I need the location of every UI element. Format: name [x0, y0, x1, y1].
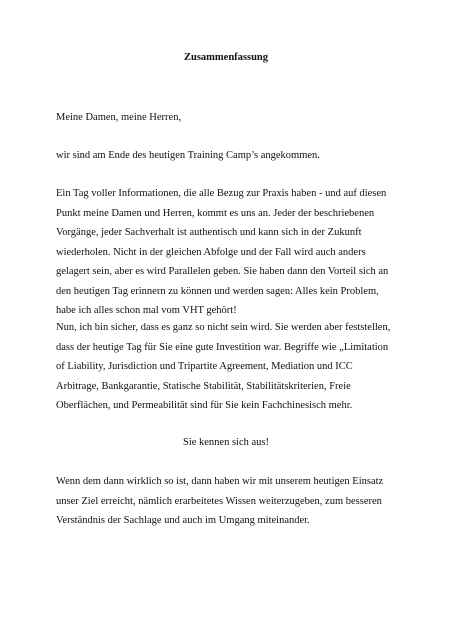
paragraph-line: Nun, ich bin sicher, dass es ganz so nicht sein wird. Sie werden aber feststellen, [56, 322, 391, 333]
intro-line: wir sind am Ende des heutigen Training Camp’s angekommen. [56, 150, 320, 161]
intro-paragraph [56, 146, 406, 166]
paragraph-line: gelagert sein, aber es wird Parallelen geben. Sie haben dann den Vorteil sich an [56, 266, 389, 277]
paragraph-2 [56, 318, 406, 416]
paragraph-line: dass der heutige Tag für Sie eine gute Investition war. Begriffe wie „Limitation [56, 341, 389, 353]
paragraph-line: Vorgänge, jeder Sachverhalt ist authentisch und kann sich in der Zukunft [56, 227, 362, 238]
paragraph-line: Verständnis der Sachlage und auch im Umgang miteinander. [56, 515, 310, 526]
greeting [56, 108, 406, 128]
paragraph-line: Wenn dem dann wirklich so ist, dann haben wir mit unserem heutigen Einsatz [56, 476, 384, 487]
paragraph-1 [56, 184, 406, 321]
paragraph-line: unser Ziel erreicht, nämlich erarbeitetes Wissen weiterzugeben, zum besseren [56, 495, 382, 507]
paragraph-3 [56, 472, 406, 531]
centered-statement: Sie kennen sich aus! [182, 437, 270, 448]
paragraph-line: Ein Tag voller Informationen, die alle Bezug zur Praxis haben - und auf diesen [56, 188, 387, 199]
paragraph-line: Punkt meine Damen und Herren, kommt es uns an. Jeder der beschriebenen [56, 207, 375, 219]
paragraph-line: den heutigen Tag erinnern zu können und werden sagen: Alles kein Problem, [56, 285, 379, 297]
greeting-line: Meine Damen, meine Herren, [56, 112, 182, 123]
paragraph-line: habe ich alles schon mal vom VHT gehört! [56, 305, 237, 316]
paragraph-line: Oberflächen, und Permeabilität sind für Sie kein Fachchinesisch mehr. [56, 400, 353, 411]
paragraph-line: Arbitrage, Bankgarantie, Statische Stabilität, Stabilitätskriterien, Freie [56, 380, 351, 392]
document-title: Zusammenfassung [183, 52, 269, 63]
paragraph-line: wiederholen. Nicht in der gleichen Abfolge und der Fall wird auch anders [56, 246, 366, 258]
paragraph-line: of Liability, Jurisdiction und Tripartite Agreement, Mediation und ICC [56, 361, 353, 372]
